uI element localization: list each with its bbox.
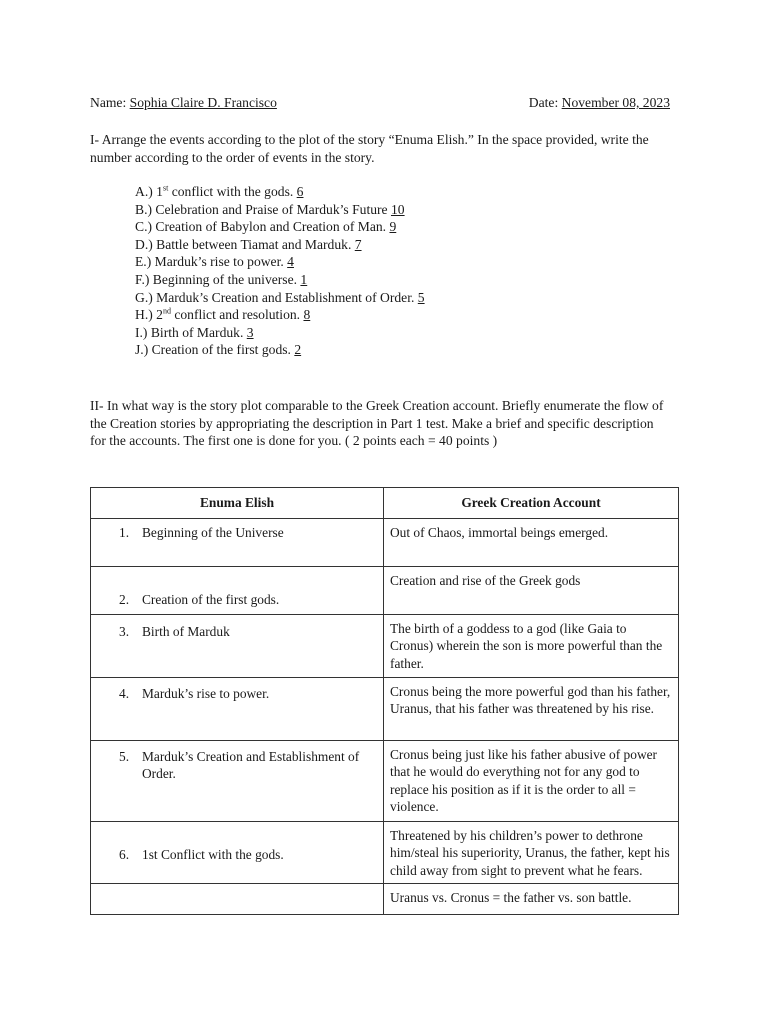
table-cell: Out of Chaos, immortal beings emerged. <box>384 519 679 567</box>
name-value: Sophia Claire D. Francisco <box>129 95 277 110</box>
answer: 9 <box>389 219 397 235</box>
table-cell: Cronus being just like his father abusive of power that he would do everything not for any god to replace his position as if it is the order to all = violence. <box>384 741 679 822</box>
table-row <box>91 678 679 741</box>
table-row <box>91 615 679 678</box>
table-cell: Creation and rise of the Greek gods <box>384 567 679 615</box>
part1-instructions <box>90 131 675 166</box>
instruction-line: II- In what way is the story plot comparable to the Greek Creation account. Briefly enumerate the flow of <box>90 398 664 413</box>
answer: 1 <box>300 271 308 287</box>
header <box>90 94 670 114</box>
list-item: I.) Birth of Marduk. 3 <box>135 324 254 340</box>
answer: 10 <box>390 201 405 217</box>
table-row <box>91 884 679 915</box>
answer: 3 <box>246 324 254 340</box>
table-cell: 2. Creation of the first gods. <box>91 567 384 615</box>
event-list <box>135 183 555 359</box>
comparison-table <box>90 487 679 915</box>
list-item: H.) 2nd conflict and resolution. 8 <box>135 306 311 323</box>
table-cell: Uranus vs. Cronus = the father vs. son battle. <box>384 884 679 915</box>
list-item: J.) Creation of the first gods. 2 <box>135 342 302 358</box>
date-field <box>529 94 670 112</box>
table-cell: 6. 1st Conflict with the gods. <box>91 822 384 884</box>
date-label: Date: <box>528 95 559 110</box>
list-item: F.) Beginning of the universe. 1 <box>135 271 308 287</box>
name-field <box>90 94 277 112</box>
table-cell: The birth of a goddess to a god (like Gaia to Cronus) wherein the son is more powerful than the father. <box>384 615 679 678</box>
instruction-line: the Creation stories by appropriating the description in Part 1 test. Make a brief and specific description <box>90 415 654 431</box>
table-cell: 1. Beginning of the Universe <box>91 519 384 567</box>
answer: 6 <box>296 184 304 199</box>
table-cell: 4. Marduk’s rise to power. <box>91 678 384 741</box>
table-cell: 5. Marduk’s Creation and Establishment of Order. <box>91 741 384 822</box>
instruction-line: for the accounts. The first one is done for you. ( 2 points each = 40 points ) <box>90 433 498 449</box>
table-header-row <box>91 488 679 519</box>
column-header: Greek Creation Account <box>384 488 679 519</box>
list-item: G.) Marduk’s Creation and Establishment of Order. 5 <box>135 289 425 305</box>
list-item: C.) Creation of Babylon and Creation of Man. 9 <box>135 219 397 235</box>
date-value: November 08, 2023 <box>561 95 670 110</box>
table-cell: 3. Birth of Marduk <box>91 615 384 678</box>
list-item: A.) 1st conflict with the gods. 6 <box>135 183 304 199</box>
answer: 7 <box>354 236 362 252</box>
answer: 2 <box>294 342 302 358</box>
table-row <box>91 519 679 567</box>
part2-instructions <box>90 397 680 450</box>
list-item: D.) Battle between Tiamat and Marduk. 7 <box>135 236 362 252</box>
name-label: Name: <box>90 95 127 110</box>
table-row <box>91 567 679 615</box>
column-header: Enuma Elish <box>91 488 384 519</box>
list-item: B.) Celebration and Praise of Marduk’s Future 10 <box>135 201 405 217</box>
table-cell: Threatened by his children’s power to dethrone him/steal his superiority, Uranus, the father, kept his child away from sight to prevent what he fears. <box>384 822 679 884</box>
instruction-line: number according to the order of events in the story. <box>90 149 375 165</box>
table-row <box>91 741 679 822</box>
instruction-line: I- Arrange the events according to the plot of the story “Enuma Elish.” In the space provided, write the <box>90 132 649 147</box>
table-row <box>91 822 679 884</box>
answer: 5 <box>417 289 425 305</box>
table-cell: Cronus being the more powerful god than his father, Uranus, that his father was threatened by his rise. <box>384 678 679 741</box>
list-item: E.) Marduk’s rise to power. 4 <box>135 254 294 270</box>
answer: 4 <box>287 254 294 270</box>
table-cell <box>91 884 384 915</box>
answer: 8 <box>303 307 311 323</box>
